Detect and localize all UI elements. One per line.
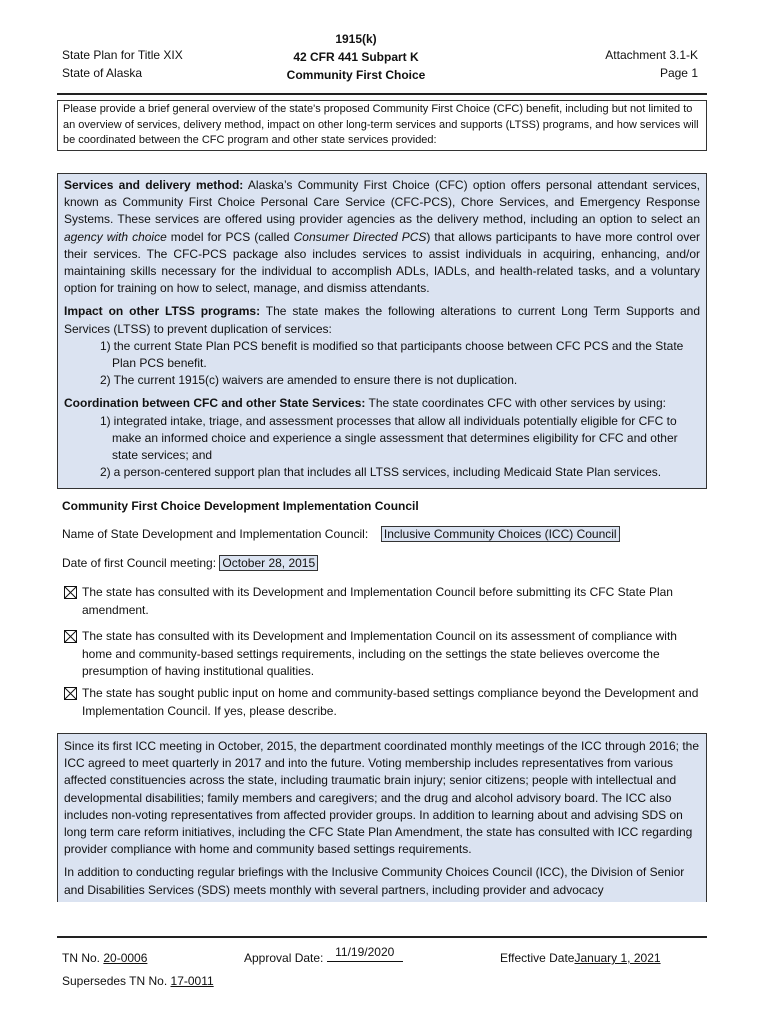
approval-date: 11/19/2020 <box>327 943 403 962</box>
tn-number: 20-0006 <box>103 951 148 965</box>
footer-rule <box>57 936 707 938</box>
council-title: Community First Choice Development Implementation Council <box>62 499 419 513</box>
services-heading: Services and delivery method: <box>64 178 244 192</box>
header-rule <box>57 93 707 95</box>
impact-paragraph: Impact on other LTSS programs: The state makes the following alterations to current Long Term Supports and Services (LTSS) to prevent duplication of services: <box>64 304 701 336</box>
coordination-paragraph: Coordination between CFC and other State Services: The state coordinates CFC with other services by using: <box>64 396 666 411</box>
impact-list <box>64 338 700 390</box>
approval-row <box>244 945 403 968</box>
cfr-reference: 42 CFR 441 Subpart K <box>293 50 419 64</box>
council-date-field[interactable]: October 28, 2015 <box>219 555 318 571</box>
council-name-field[interactable]: Inclusive Community Choices (ICC) Council <box>381 526 620 542</box>
header-center <box>250 30 462 84</box>
list-item: 2) The current 1915(c) waivers are amended to ensure there is not duplication. <box>100 373 518 388</box>
header-left <box>62 46 183 82</box>
approval-label: Approval Date: <box>244 951 324 965</box>
attachment-label: Attachment 3.1-K <box>605 48 698 62</box>
checkbox-checked[interactable] <box>64 586 77 599</box>
impact-heading: Impact on other LTSS programs: <box>64 304 261 319</box>
supersedes-label: Supersedes TN No. <box>62 974 168 988</box>
description-paragraph: In addition to conducting regular briefings with the Inclusive Community Choices Council (ICC), the Division of Senior and Disabilities Services (SDS) meets monthly with several partners, including provider and advocacy <box>64 865 685 897</box>
program-title: Community First Choice <box>286 68 426 82</box>
tn-label: TN No. <box>62 951 101 965</box>
check-text: The state has sought public input on home and community-based settings compliance beyond the Development and Implementation Council. If yes, please describe. <box>82 686 699 718</box>
effective-date: January 1, 2021 <box>574 951 661 965</box>
list-item: 1) the current State Plan PCS benefit is modified so that participants choose between CFC PCS and the State Plan PCS benefit. <box>100 338 684 371</box>
coordination-heading: Coordination between CFC and other State Services: <box>64 396 366 411</box>
description-paragraph: Since its first ICC meeting in October, 2015, the department coordinated monthly meetings of the ICC through 2016; the ICC agreed to meet quarterly in 2017 and into the future. Voting membership includes representatives from various affected constituencies across the state, including traumatic brain injury; senior citizens; people with intellectual and developmental disabilities; family members and caregivers; and the drug and alcohol advisory board. The ICC also includes non-voting representatives from affected provider groups. In addition to learning about and advising SDS on long term care reform initiatives, including the CFC State Plan Amendment, the state has consulted with ICC regarding provider compliance with home and community based settings requirements. <box>64 739 700 857</box>
list-item: 1) integrated intake, triage, and assessment processes that allow all individuals potentially eligible for CFC to make an informed choice and experience a single assessment that determines eligibility for CFC and other state services; and <box>100 413 678 463</box>
council-name-row <box>62 526 620 544</box>
check-item-consulted-before-submitting <box>62 584 710 619</box>
page-number: Page 1 <box>659 66 698 80</box>
checkbox-checked[interactable] <box>64 630 77 643</box>
check-x-icon <box>65 631 76 642</box>
list-item: 2) a person-centered support plan that includes all LTSS services, including Medicaid State Plan services. <box>100 465 662 480</box>
instruction-box <box>57 100 707 151</box>
header-right <box>605 46 698 82</box>
check-x-icon <box>65 688 76 699</box>
coordination-list <box>64 413 700 482</box>
check-item-public-input <box>62 685 710 720</box>
effective-label: Effective Date <box>500 951 575 965</box>
services-paragraph: Services and delivery method: Alaska’s Community First Choice (CFC) option offers personal attendant services, known as Community First Choice Personal Care Service (CFC-PCS), Chore Services, and Emergency Response Systems. These services are offered using provider agencies as the delivery method, including an option to select an agency with choice model for PCS (called Consumer Directed PCS) that allows participants to have more control over their services. The CFC-PCS package also includes services to assist individuals in acquiring, enhancing, and/or maintaining skills necessary for the individual to accomplish ADLs, IADLs, and health-related tasks, and a voluntary option for training on how to select, manage, and dismiss attendants. <box>64 178 701 296</box>
check-text: The state has consulted with its Development and Implementation Council before submitting its CFC State Plan amendment. <box>82 585 673 617</box>
check-item-settings-compliance <box>62 628 710 681</box>
check-x-icon <box>65 587 76 598</box>
overview-box[interactable] <box>57 173 707 489</box>
public-input-description-box[interactable] <box>57 733 707 902</box>
council-name-label: Name of State Development and Implementation Council: <box>62 527 369 541</box>
council-date-label: Date of first Council meeting: <box>62 556 217 570</box>
effective-row <box>500 949 661 967</box>
authority-section: 1915(k) <box>335 32 377 46</box>
tn-row <box>62 949 147 967</box>
plan-title: State Plan for Title XIX <box>62 48 183 62</box>
state-name: State of Alaska <box>62 66 143 80</box>
checkbox-checked[interactable] <box>64 687 77 700</box>
supersedes-row <box>62 972 214 990</box>
instruction-text: Please provide a brief general overview of the state's proposed Community First Choice (CFC) benefit, including but not limited to an overview of services, delivery method, impact on other long-term services and supports (LTSS) programs, and how services will be coordinated between the CFC program and other state services provided: <box>63 103 699 146</box>
supersedes-number: 17-0011 <box>170 974 214 988</box>
check-text: The state has consulted with its Development and Implementation Council on its assessment of compliance with home and community-based settings requirements, including on the settings the state believes overcome the presumption of having institutional qualities. <box>82 629 677 678</box>
council-date-row <box>62 555 318 573</box>
